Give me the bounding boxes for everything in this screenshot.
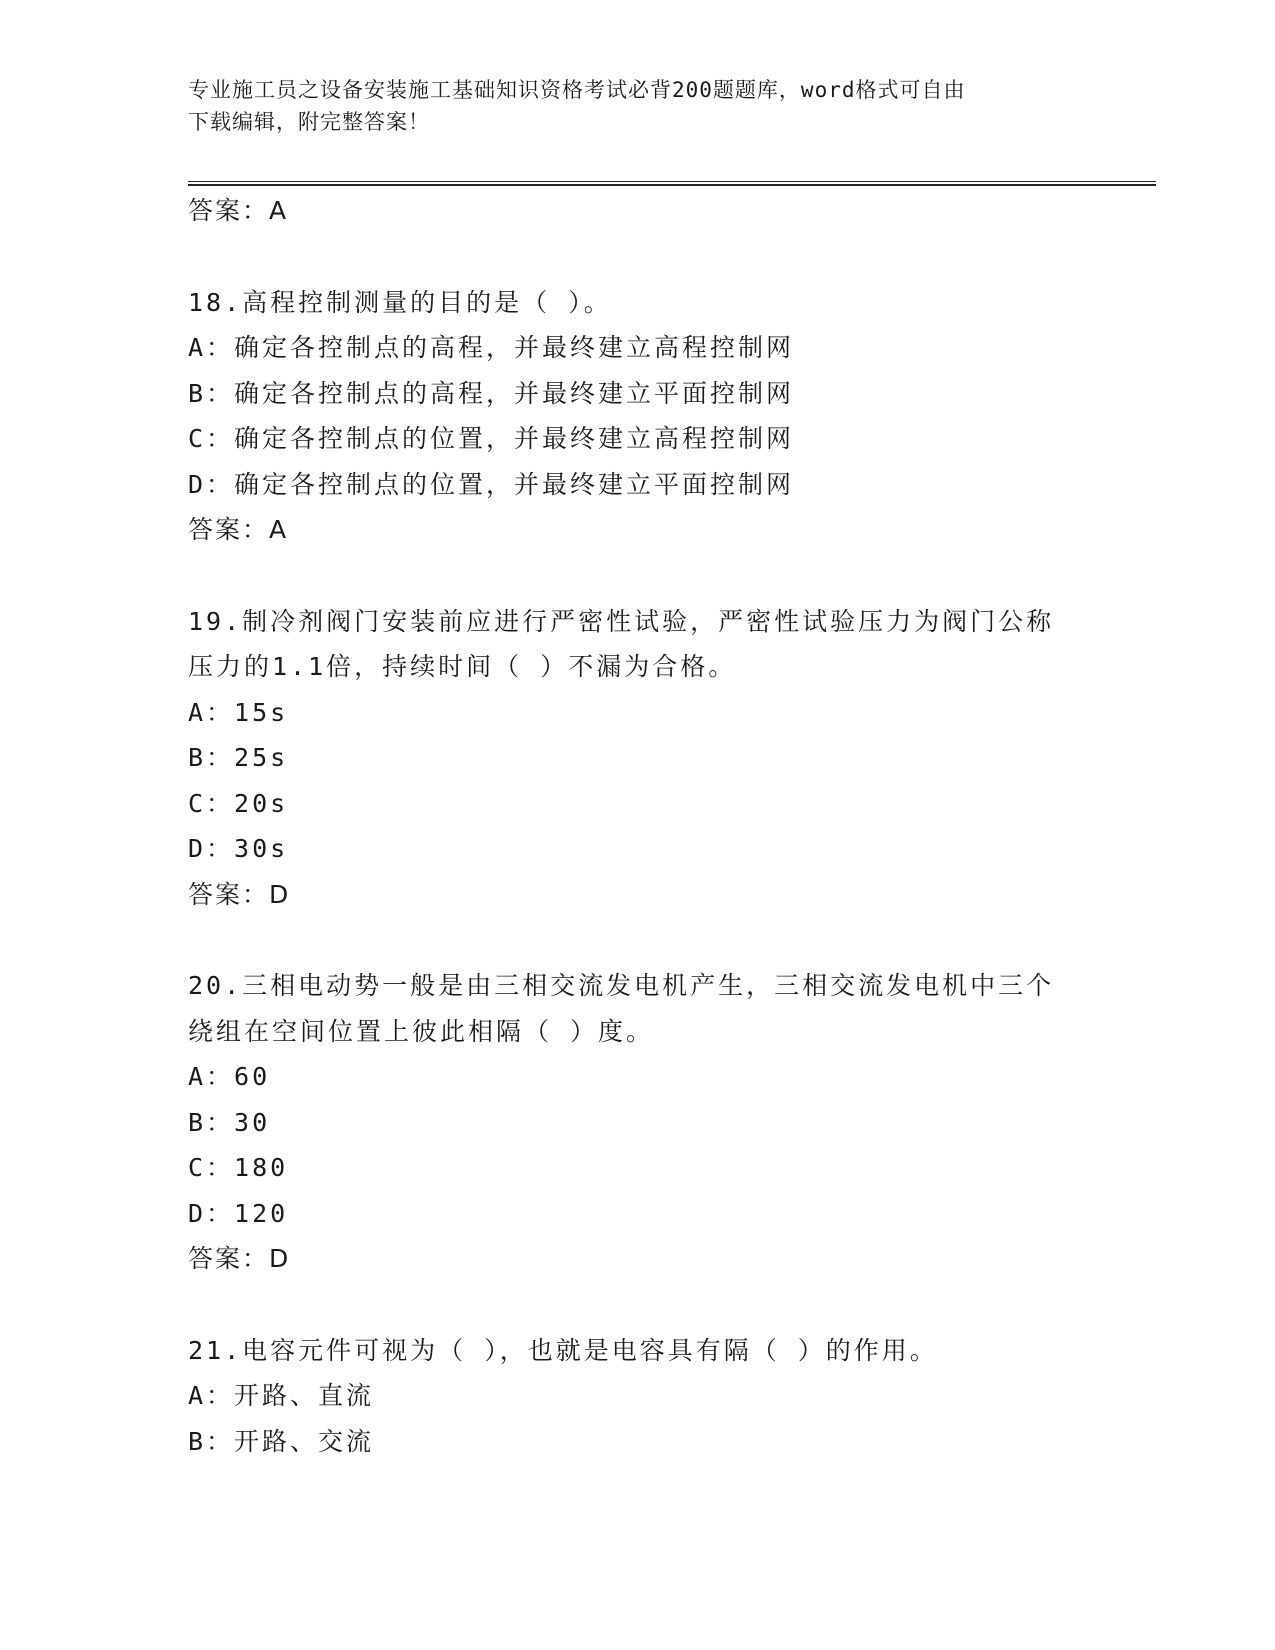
question-list	[188, 188, 1088, 1464]
answer: 答案：D	[188, 1244, 291, 1273]
question-21	[188, 1328, 1088, 1465]
option-c: C：20s	[188, 788, 289, 818]
option-a: A：确定各控制点的高程，并最终建立高程控制网	[188, 333, 795, 362]
answer: 答案：A	[188, 515, 289, 544]
option-d: D：120	[188, 1198, 289, 1228]
header-title-line-1: 专业施工员之设备安装施工基础知识资格考试必背200题题库，word格式可自由	[188, 78, 966, 102]
spacer	[188, 553, 1088, 599]
option-b: B：确定各控制点的高程，并最终建立平面控制网	[188, 378, 795, 408]
option-b: B：开路、交流	[188, 1426, 375, 1456]
option-a: A：15s	[188, 697, 289, 727]
spacer	[188, 1282, 1088, 1328]
previous-answer: 答案：A	[188, 196, 289, 225]
spacer	[188, 917, 1088, 963]
header-title-line-2: 下载编辑，附完整答案！	[188, 110, 430, 134]
option-b: B：30	[188, 1107, 271, 1137]
option-c: C：180	[188, 1153, 289, 1182]
document-header	[188, 74, 1088, 138]
question-stem-continued: 压力的1.1倍，持续时间（ ）不漏为合格。	[188, 652, 737, 681]
spacer	[188, 234, 1088, 280]
question-20	[188, 963, 1088, 1282]
question-stem: 21.电容元件可视为（ ），也就是电容具有隔（ ）的作用。	[188, 1335, 938, 1365]
question-stem-continued: 绕组在空间位置上彼此相隔（ ）度。	[188, 1016, 655, 1046]
header-divider-thin	[188, 181, 1156, 182]
option-a: A：60	[188, 1062, 271, 1091]
option-b: B：25s	[188, 743, 289, 772]
header-divider-thick	[188, 184, 1156, 186]
option-d: D：确定各控制点的位置，并最终建立平面控制网	[188, 469, 795, 499]
question-19	[188, 599, 1088, 918]
question-stem: 20.三相电动势一般是由三相交流发电机产生，三相交流发电机中三个	[188, 971, 1055, 1000]
question-stem: 19.制冷剂阀门安装前应进行严密性试验，严密性试验压力为阀门公称	[188, 606, 1055, 636]
option-c: C：确定各控制点的位置，并最终建立高程控制网	[188, 424, 795, 453]
option-a: A：开路、直流	[188, 1381, 375, 1410]
option-d: D：30s	[188, 834, 289, 863]
answer: 答案：D	[188, 879, 291, 909]
question-18	[188, 280, 1088, 553]
question-stem: 18.高程控制测量的目的是（ ）。	[188, 287, 612, 317]
